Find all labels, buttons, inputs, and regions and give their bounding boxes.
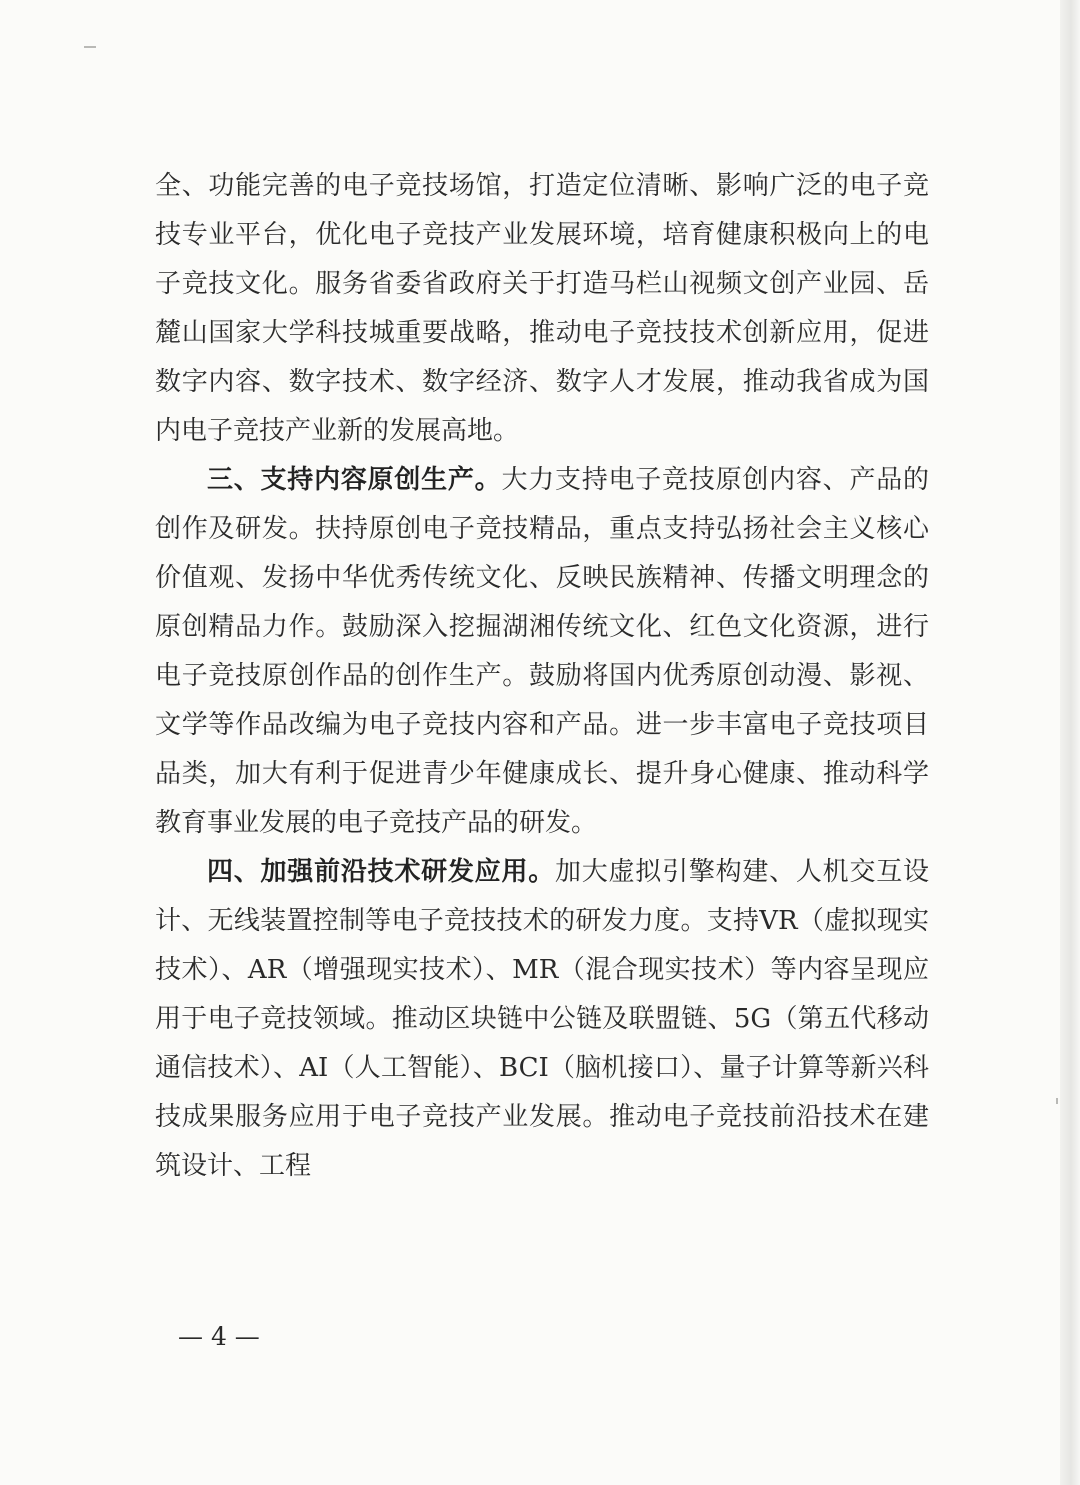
- section-four-heading: 四、加强前沿技术研发应用。: [207, 857, 555, 887]
- scan-speck: [1056, 1098, 1058, 1104]
- section-three-heading: 三、支持内容原创生产。: [207, 465, 502, 495]
- scan-shadow-edge: [1060, 0, 1080, 1485]
- section-three-body: 大力支持电子竞技原创内容、产品的创作及研发。扶持原创电子竞技精品，重点支持弘扬社会主义核心价值观、发扬中华优秀传统文化、反映民族精神、传播文明理念的原创精品力作。鼓励深入挖掘湖湘传统文化、红色文化资源，进行电子竞技原创作品的创作生产。鼓励将国内优秀原创动漫、影视、文学等作品改编为电子竞技内容和产品。进一步丰富电子竞技项目品类，加大有利于促进青少年健康成长、提升身心健康、推动科学教育事业发展的电子竞技产品的研发。: [155, 465, 929, 838]
- document-body: [155, 162, 929, 1191]
- section-three-paragraph: [155, 456, 929, 848]
- page-number: — 4 —: [178, 1322, 260, 1351]
- section-four-body: 加大虚拟引擎构建、人机交互设计、无线装置控制等电子竞技技术的研发力度。支持VR（虚拟现实技术）、AR（增强现实技术）、MR（混合现实技术）等内容呈现应用于电子竞技领域。推动区块链中公链及联盟链、5G（第五代移动通信技术）、AI（人工智能）、BCI（脑机接口）、量子计算等新兴科技成果服务应用于电子竞技产业发展。推动电子竞技前沿技术在建筑设计、工程: [155, 857, 929, 1181]
- continuation-paragraph: 全、功能完善的电子竞技场馆，打造定位清晰、影响广泛的电子竞技专业平台，优化电子竞技产业发展环境，培育健康积极向上的电子竞技文化。服务省委省政府关于打造马栏山视频文创产业园、岳麓山国家大学科技城重要战略，推动电子竞技技术创新应用，促进数字内容、数字技术、数字经济、数字人才发展，推动我省成为国内电子竞技产业新的发展高地。: [155, 171, 929, 446]
- section-four-paragraph: [155, 848, 929, 1191]
- scan-speck: [84, 46, 96, 48]
